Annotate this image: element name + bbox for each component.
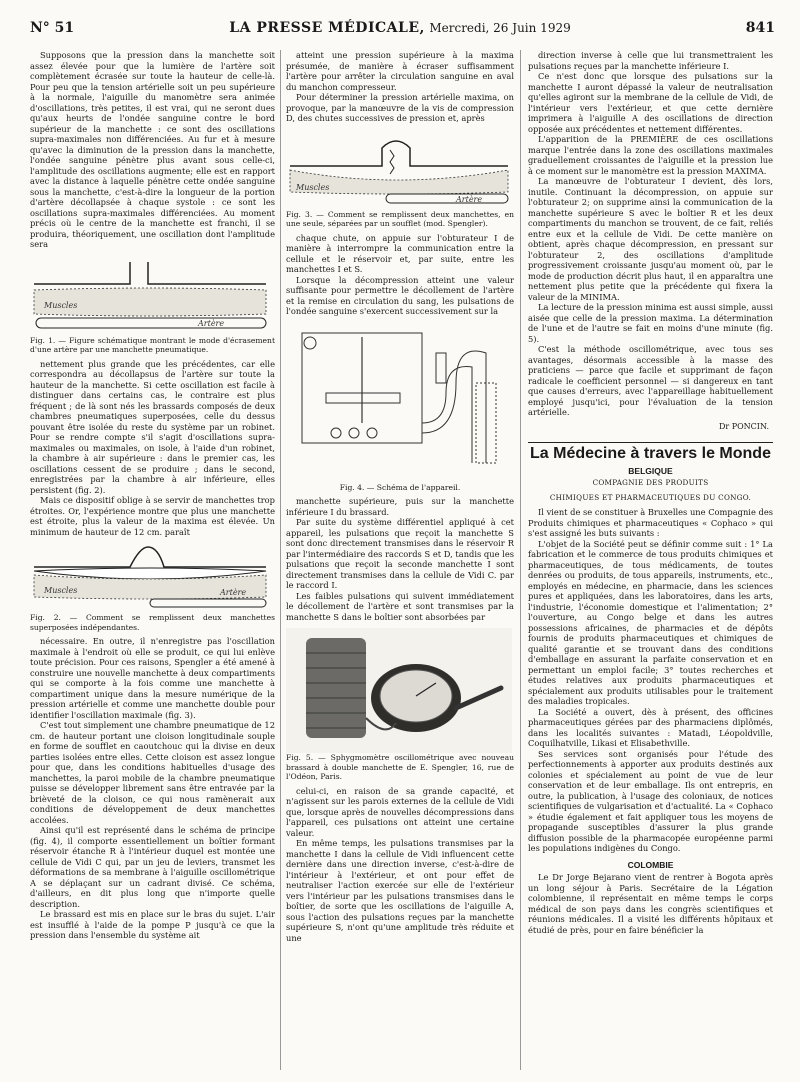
figure-1-artery-label: Artère [198,318,225,328]
paragraph: L'objet de la Société peut se définir comme suit : 1° La fabrication et le commerce de tous produits chimiques et pharmaceutiques, de tous médicaments, de toutes denrées ou produits, de tous appareils, instruments, etc., employés en médecine, en pharmacie, dans les sciences pures et appliquées, dans les laboratoires, dans les arts, l'industrie, l'économie domestique et l'alimentation; 2° l'ouverture, au Congo belge et dans les autres possessions africaines, de pharmacies et de dépôts fournis de produits pharmaceutiques et chimiques de qualité garantie et se trouvant dans des conditions d'emballage en assurant la parfaite conservation et en permettant un emploi facile; 3° toutes recherches et études relatives aux produits pharmaceutiques et spécialement aux produits utilisables pour le traitement des maladies tropicales. [528,538,773,706]
country-heading-colombie: COLOMBIE [627,859,674,870]
paragraph: Supposons que la pression dans la manchette soit assez élevée pour que la lumière de l'artère soit complètement écrasée sur toute la hauteur de celle-là. Pour peu que la tension artérielle soit un peu supérieure à la normale, l'aiguille du manomètre sera animée d'oscillations, très petites, il est vrai, qui ne seront dues qu'aux heurts de l'ondée sanguine contre le bord supérieur de la manchette : ce sont des oscillations supra-maximales non différenciées. Au fur et à mesure qu'avec la diminution de la pression dans la manchette, l'ondée sanguine pénètre plus avant sous celle-ci, l'amplitude des oscillations augmente; elle est en rapport avec la distance à laquelle pénètre cette ondée sanguine sous la manchette, c'est-à-dire la longueur de la portion d'artère décollapsée à chaque systole : ce sont les oscillations supra-maximales différenciées. Au moment précis où le centre de la manchette est franchi, il se produira, théoriquement, une oscillation dont l'amplitude sera [30,50,275,249]
paragraph: La Société a ouvert, dès à présent, des officines pharmaceutiques gérées par des pharmaciens diplômés, dans les localités suivantes : Matadi, Léopoldville, Coquilhatville, Likasi et Elisabethville. [528,706,773,748]
paragraph: Pour déterminer la pression artérielle maxima, on provoque, par la manœuvre de la vis de compression D, des chutes successives de pression et, après [286,92,514,123]
section-rule [528,442,773,443]
figure-3 [286,130,514,229]
paragraph: Le Dr Jorge Bejarano vient de rentrer à Bogota après un long séjour à Paris. Secrétaire de la Légation colombienne, il représentait en même temps le corps médical de son pays dans les congrès scientifiques et réunions médicales. Il a visité les différents hôpitaux et étudié de près, pour en faire bénéficier la [528,872,773,935]
figure-1-caption: Fig. 1. — Figure schématique montrant le mode d'écrasement d'une artère par une manchette pneumatique. [30,335,275,354]
figure-3-caption: Fig. 3. — Comment se remplissent deux manchettes, en une seule, séparées par un soufflet (mod. Spengler). [286,209,514,228]
figure-3-artery-label: Artère [456,194,483,204]
paragraph: direction inverse à celle que lui transmettraient les pulsations reçues par la manchette inférieure I. [528,50,773,71]
paragraph: chaque chute, on appuie sur l'obturateur I de manière à interrompre la communication entre la cellule et le réservoir et, par suite, entre les manchettes I et S. [286,232,514,274]
figure-5-photo [286,628,512,753]
paragraph: La manœuvre de l'obturateur I devient, dès lors, inutile. Continuant la décompression, on appuie sur l'obturateur 2; on supprime ainsi la communication de la manchette supérieure S avec le boîtier R et les deux compartiments du manchon se trouvent, de ce fait, reliés entre eux et la cellule de Vidi. De cette manière on obtient, après chaque décompression, en pressant sur l'obturateur 2, des oscillations d'amplitude progressivement croissante jusqu'au moment où, par le mode de production décrit plus haut, il en apparaîtra une nettement plus petite que la précédente qui fixera la valeur de la MINIMA. [528,176,773,302]
journal-title [0,20,800,36]
paragraph: manchette supérieure, puis sur la manchette inférieure I du brassard. [286,496,514,517]
paragraph: C'est tout simplement une chambre pneumatique de 12 cm. de hauteur portant une cloison longitudinale souple en forme de soufflet en caoutchouc qui la divise en deux parties isolées entre elles. Cette cloison est assez longue pour que, dans les conditions habituelles d'usage des manchettes, la paroi mobile de la chambre pneumatique puisse se développer librement sans être entravée par la brièveté de la cloison, ce qui nous ramènerait aux conditions de développement de deux manchettes accolées. [30,720,275,825]
paragraph: Par suite du système différentiel appliqué à cet appareil, les pulsations que reçoit la manchette S sont donc directement transmises dans le réservoir R par l'intermédiaire des raccords S et D, tandis que les pulsations que reçoit la seconde manchette I sont directement transmises dans la cellule de Vidi C. par le raccord I. [286,517,514,590]
figure-4 [286,323,514,493]
journal-name: LA PRESSE MÉDICALE, [229,20,425,36]
figure-2-caption: Fig. 2. — Comment se remplissent deux manchettes superposées indépendantes. [30,613,275,632]
figure-4-schema [286,323,512,483]
issue-date: Mercredi, 26 Juin 1929 [429,21,571,35]
paragraph: Ce n'est donc que lorsque des pulsations sur la manchette I auront dépassé la valeur de neutralisation qu'elles agiront sur la membrane de la cellule de Vidi, de l'intérieur vers l'extérieur, et que cette dernière imprimera à l'aiguille A des oscillations de direction opposée aux précédentes et nettement différentes. [528,71,773,134]
figure-1-drawing [30,256,270,336]
paragraph: nettement plus grande que les précédentes, car elle correspondra au décollapsus de l'artère sur toute la hauteur de la manchette. Si cette oscillation est facile à distinguer dans certains cas, le contraire est plus fréquent ; de là sont nés les brassards composés de deux chambres pneumatiques superposées, celle du dessus pouvant être isolée du reste du système par un robinet. Pour se rendre compte s'il s'agit d'oscillations supra-maximales ou maximales, on isole, à l'aide d'un robinet, la chambre à air supérieure : dans le premier cas, les oscillations cessent de se produire ; dans le second, enregistrées par la chambre à air inférieure, elles persistent (fig. 2). [30,358,275,495]
figure-2 [30,543,275,632]
column-3 [528,50,773,1075]
page-number: 841 [745,20,775,36]
paragraph: Il vient de se constituer à Bruxelles une Compagnie des Produits chimiques et pharmaceutiques « Cophaco » qui s'est assigné les buts suivants : [528,507,773,538]
figure-1 [30,256,275,355]
paragraph: L'apparition de la PREMIÈRE de ces oscillations marque l'entrée dans la zone des oscillations maximales graduellement croissantes de l'aiguille et la pression lue à ce moment sur le manomètre est la pression MAXIMA. [528,134,773,176]
column-divider [520,50,521,1070]
figure-4-caption: Fig. 4. — Schéma de l'appareil. [339,482,461,492]
figure-3-muscles-label: Muscles [296,182,330,192]
figure-3-drawing [286,130,512,210]
figure-5-caption: Fig. 5. — Sphygmomètre oscillométrique avec nouveau brassard à double manchette de E. Spengler, 16, rue de l'Odéon, Paris. [286,753,514,781]
paragraph: En même temps, les pulsations transmises par la manchette I dans la cellule de Vidi influencent cette dernière dans une direction inverse, c'est-à-dire de l'intérieur à l'extérieur, et ont pour effet de neutraliser l'action exercée sur elle de l'extérieur vers l'intérieur par les pulsations transmises dans le boîtier, de sorte que les oscillations de l'aiguille A, sous l'action des pulsations reçues par la manchette supérieure S, n'ont qu'une amplitude très réduite et une [286,838,514,943]
author-signature: Dr PONCIN. [718,421,769,431]
figure-5 [286,628,514,782]
figure-2-artery-label: Artère [220,588,247,597]
figure-1-muscles-label: Muscles [44,300,78,310]
paragraph: Ainsi qu'il est représenté dans le schéma de principe (fig. 4), il comporte essentiellement un boîtier formant réservoir étanche R à l'intérieur duquel est montée une cellule de Vidi C qui, par un jeu de leviers, transmet les déformations de sa membrane à l'aiguille oscillométrique A se déplaçant sur un cadrant divisé. Ce schéma, d'ailleurs, en dit plus long que n'importe quelle description. [30,825,275,909]
paragraph: La lecture de la pression minima est aussi simple, aussi aisée que celle de la pression maxima. La détermination de l'une et de l'autre se fait en moins d'une minute (fig. 5). [528,302,773,344]
paragraph: Les faibles pulsations qui suivent immédiatement le décollement de l'artère et sont transmises par la manchette S dans le boîtier sont absorbées par [286,590,514,622]
article-title-line-2: CHIMIQUES ET PHARMACEUTIQUES DU CONGO. [549,492,752,502]
paragraph: Ses services sont organisés pour l'étude des perfectionnements à apporter aux produits destinés aux colonies et spécialement au point de vue de leur conservation et de leur emballage. Ils ont entrepris, en outre, la publication, à l'usage des coloniaux, de notices scientifiques de vulgarisation et d'actualité. La « Cophaco » étudie également et fait appliquer tous les moyens de propagande susceptibles d'assurer la plus grande diffusion possible de la pharmacopée européenne parmi les populations indigènes du Congo. [528,748,773,853]
figure-2-drawing [30,543,270,613]
paragraph: Le brassard est mis en place sur le bras du sujet. L'air est insufflé à l'aide de la pompe P jusqu'à ce que la pression dans l'ensemble du système ait [30,909,275,940]
paragraph: Lorsque la décompression atteint une valeur suffisante pour permettre le décollement de l'artère et la remise en circulation du sang, les pulsations de l'ondée sanguine s'exercent successivement sur la [286,274,514,316]
section-title: La Médecine à travers le Monde [530,445,771,462]
figure-2-muscles-label: Muscles [44,586,78,595]
paragraph: celui-ci, en raison de sa grande capacité, et n'agissent sur les parois externes de la cellule de Vidi que, lorsque après de nouvelles décompressions dans l'appareil, ces pulsations ont atteint une certaine valeur. [286,785,514,838]
article-title-line-1: COMPAGNIE DES PRODUITS [592,478,709,487]
column-2 [286,50,514,1075]
paragraph: C'est la méthode oscillométrique, avec tous ses avantages, désormais accessible à la masse des praticiens — parce que facile et supprimant de façon radicale le coefficient personnel — si dangereux en tant que causes d'erreurs, avec l'appareillage habituellement employé jusqu'ici, pour l'évaluation de la tension artérielle. [528,344,773,417]
paragraph: Mais ce dispositif oblige à se servir de manchettes trop étroites. Or, l'expérience montre que plus une manchette est étroite, plus la valeur de la maxima est élevée. Un minimum de hauteur de 12 cm. paraît [30,495,275,537]
issue-number: N° 51 [30,20,75,36]
paragraph: atteint une pression supérieure à la maxima présumée, de manière à écraser suffisamment l'artère pour arrêter la circulation sanguine en aval du manchon compresseur. [286,50,514,92]
column-1 [30,50,275,1075]
page-header [0,0,800,44]
country-heading-belgique: BELGIQUE [628,465,673,476]
paragraph: nécessaire. En outre, il n'enregistre pas l'oscillation maximale à l'endroit où elle se produit, ce qui lui enlève toute précision. Pour ces raisons, Spengler a été amené à construire une nouvelle manchette à deux compartiments qui se comporte à la fois comme une manchette à compartiment unique dans la mesure numérique de la pression artérielle et comme une manchette double pour identifier l'oscillation maximale (fig. 3). [30,636,275,720]
column-divider [280,50,281,1070]
